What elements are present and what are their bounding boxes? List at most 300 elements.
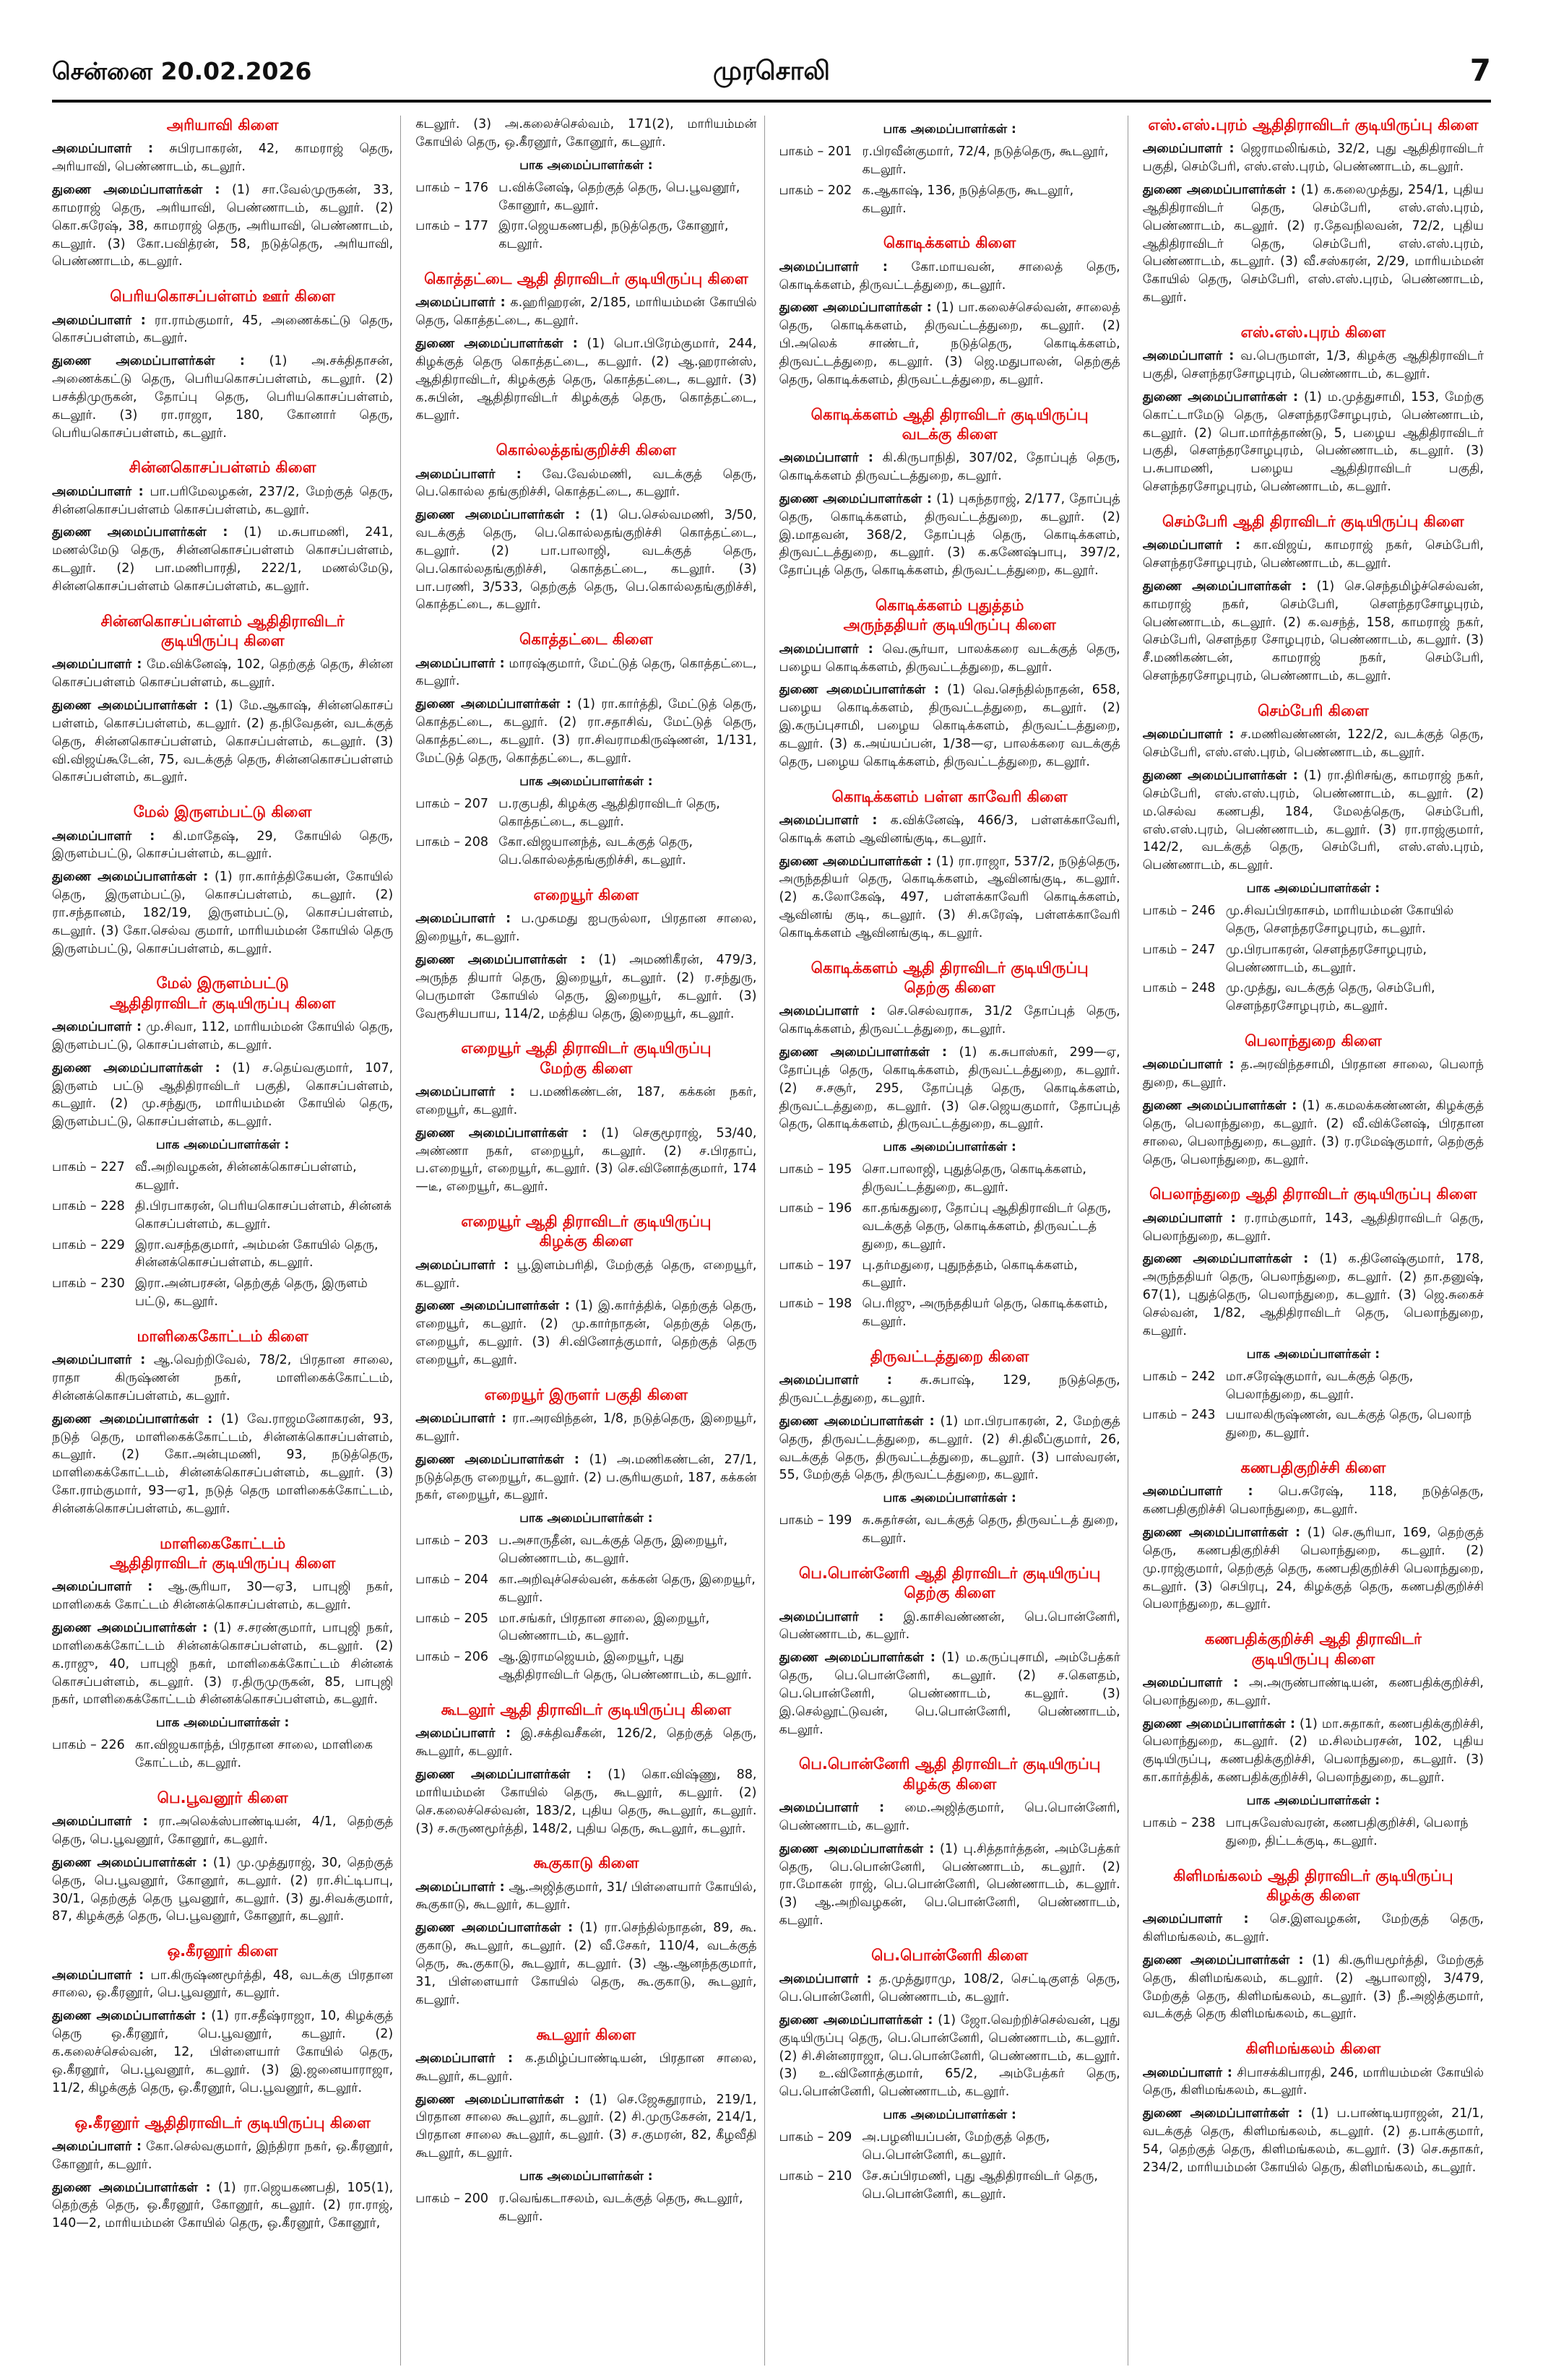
booth-row	[1143, 979, 1484, 1016]
office-bearer-entry	[779, 1044, 1120, 1133]
booth-row	[779, 1295, 1120, 1331]
booth-coordinator: இரா.வசந்தகுமார், அம்மன் கோயில் தெரு, சின்னக்கொசப்பள்ளம், கடலூர்.	[135, 1237, 379, 1271]
page-number: 7	[1469, 52, 1491, 88]
names-addresses: (1) க.கமலக்கண்ணன், கிழக்குத் தெரு, பெலாந்துறை, கடலூர். (2) வீ.விக்னேஷ், பிரதான சாலை, பெலாந்துறை, கடலூர். (3) ர.ரமேஷ்குமார், தெற்குத் தெரு, பெலாந்துறை, கடலூர்.	[1142, 1099, 1484, 1167]
office-bearer-entry	[52, 1967, 393, 2003]
names-addresses: க.தமிழ்ப்பாண்டியன், பிரதான சாலை, கூடலூர், கடலூர்.	[415, 2051, 757, 2084]
booth-coordinator: கா.தங்கதுரை, தோப்பு ஆதிதிராவிடர் தெரு, வடக்குத் தெரு, கொடிக்களம், திருவட்டத் துறை, கடலூர்.	[862, 1200, 1112, 1252]
news-column	[1143, 116, 1491, 2366]
booth-number: பாகம் – 199	[779, 1513, 852, 1528]
names-addresses: (1) செ.செந்தமிழ்ச்செல்வன், காமராஜ் நகர், செம்பேரி, சௌந்தரசோழபுரம், பெண்ணாடம், கடலூர். (2) க.வசந்த், 158, காமராஜ் நகர், செம்பேரி, சௌந்தர சோழபுரம், பெண்ணாடம், கடலூர். (3) சீ.மணிகண்டன், காமராஜ் நகர், செம்பேரி, சௌந்தரசோழபுரம், பெண்ணாடம், கடலூர்.	[1142, 579, 1484, 684]
office-bearer-entry	[415, 294, 756, 330]
branch-title: கூடலூர் கிளை	[536, 2025, 636, 2043]
names-addresses: (1) ரா.திரிசங்கு, காமராஜ் நகர், செம்பேரி, எஸ்.எஸ்.புரம், பெண்ணாடம், கடலூர். (2) ம.செல்வ கணபதி, 184, மேலத்தெரு, செம்பேரி, எஸ்.எஸ்.புரம், பெண்ணாடம், கடலூர். (3) ரா.ராஜ்குமார், 142/2, வடக்குத் தெரு, செம்பேரி, எஸ்.எஸ்.புரம், பெண்ணாடம், கடலூர்.	[1142, 768, 1484, 873]
booth-row	[415, 179, 756, 215]
office-bearer-entry	[52, 352, 393, 442]
office-bearer-entry	[1143, 1911, 1484, 1947]
role-label: அமைப்பாளர் :	[52, 484, 144, 499]
booth-number: பாகம் – 198	[779, 1297, 852, 1312]
names-addresses: கடலூர். (3) அ.கலைச்செல்வம், 171(2), மாரியம்மன் கோயில் தெரு, ஒ.கீரனூர், கோனூர், கடலூர்.	[415, 117, 757, 150]
role-label: அமைப்பாளர் :	[415, 2051, 514, 2066]
role-label: அமைப்பாளர் :	[1142, 142, 1235, 157]
names-addresses: (1) ஜோ.வெற்றிச்செல்வன், புது குடியிருப்பு தெரு, பெ.பொன்னேரி, பெண்ணாடம், கடலூர். (2) சி.சின்னராஜா, பெ.பொன்னேரி, பெண்ணாடம், கடலூர். (3) உ.வினோத்குமார், 65/2, அம்பேத்கர் தெரு, பெ.பொன்னேரி, பெண்ணாடம், கடலூர்.	[779, 2012, 1120, 2100]
branch-section	[52, 1942, 393, 2097]
names-addresses: (1) அ.மணிகண்டன், 27/1, நடுத்தெரு எறையூர், கடலூர். (2) ப.சூரியகுமர், 187, கக்கன் நகர், எறையூர், கடலூர்.	[415, 1452, 757, 1503]
branch-section	[415, 1853, 756, 2009]
office-bearer-entry	[779, 2012, 1120, 2101]
role-label: துணை அமைப்பாளர்கள் :	[1142, 1526, 1301, 1541]
role-label: அமைப்பாளர் :	[415, 1411, 507, 1427]
booth-coordinator: மு.சிவப்பிரகாசம், மாரியம்மன் கோயில் தெரு, சௌந்தரசோழபுரம், கடலூர்.	[1225, 904, 1454, 936]
role-label: அமைப்பாளர் :	[1142, 1912, 1249, 1927]
names-addresses: ப.மணிகண்டன், 187, கக்கன் நகர், எறையூர், கடலூர்.	[415, 1085, 757, 1117]
role-label: அமைப்பாளர் :	[779, 451, 873, 466]
branch-section	[779, 1754, 1120, 1930]
booth-coordinators-heading: பாக அமைப்பாளர்கள் :	[883, 1140, 1016, 1155]
branch-section	[415, 2025, 756, 2226]
office-bearer-entry	[1143, 140, 1484, 176]
role-label: துணை அமைப்பாளர்கள் :	[1142, 579, 1307, 594]
edition-date: சென்னை 20.02.2026	[52, 57, 312, 85]
names-addresses: (1) செ.சூரியா, 169, தெற்குத் தெரு, கணபதிகுறிச்சி பெலாந்துறை, கடலூர். (2) மு.ராஜ்குமார், தெற்குத் தெரு, கணபதிகுறிச்சி பெலாந்துறை, கடலூர். (3) செபிரபு, 24, கிழக்குத் தெரு, கணபதிகுறிச்சி பெலாந்துறை, கடலூர்.	[1142, 1526, 1484, 1612]
names-addresses: செ.இளவழகன், மேற்குத் தெரு, கிளிமங்கலம், கடலூர்.	[1142, 1912, 1484, 1945]
office-bearer-entry	[779, 1799, 1120, 1835]
office-bearer-entry	[1143, 389, 1484, 496]
names-addresses: பா.கிருஷ்ணமூர்த்தி, 48, வடக்கு பிரதான சாலை, ஒ.கீரனூர், பெ.பூவனூர், கடலூர்.	[52, 1968, 394, 2001]
branch-section	[779, 122, 1120, 217]
names-addresses: மே.விக்னேஷ், 102, தெற்குத் தெரு, சின்ன கொசப்பள்ளம் கொசப்பள்ளம், கடலூர்.	[52, 657, 394, 691]
names-addresses: வே.வேல்மணி, வடக்குத் தெரு, பெ.கொல்ல தங்குறிச்சி, கொத்தட்டை, கடலூர்.	[415, 467, 757, 500]
booth-coordinators-heading: பாக அமைப்பாளர்கள் :	[155, 1715, 290, 1731]
branch-section	[415, 1212, 756, 1369]
branch-section	[779, 233, 1120, 389]
role-label: அமைப்பாளர் :	[52, 313, 146, 328]
role-label: துணை அமைப்பாளர்கள் :	[1142, 1952, 1304, 1968]
names-addresses: (1) செகுமூராஜ், 53/40, அண்ணா நகர், எறையூர், கடலூர். (2) ச.பிரதாப், ப.எறையூர், எறையூர், கடலூர். (3) செ.வினோத்குமார், 174—டீ, எறையூர், கடலூர்.	[415, 1125, 757, 1195]
branch-section	[779, 596, 1120, 771]
branch-title: பெலாந்துறை கிளை	[1245, 1032, 1382, 1050]
office-bearer-entry	[779, 259, 1120, 295]
names-addresses: கோ.செல்வகுமார், இந்திரா நகர், ஒ.கீரனூர், கோனூர், கடலூர்.	[52, 2139, 394, 2172]
office-bearer-entry	[1143, 2064, 1484, 2100]
booth-number: பாகம் – 238	[1142, 1815, 1216, 1830]
office-bearer-entry	[1143, 537, 1484, 573]
booth-coordinators-heading: பாக அமைப்பாளர்கள் :	[519, 157, 653, 173]
office-bearer-entry	[1143, 1250, 1484, 1340]
branch-title: எறையூர் ஆதி திராவிடர் குடியிருப்பு கிழக்கு கிளை	[461, 1213, 712, 1250]
role-label: துணை அமைப்பாளர்கள் :	[779, 2012, 933, 2028]
office-bearer-entry	[52, 181, 393, 271]
office-bearer-entry	[415, 506, 756, 614]
branch-title: எறையூர் ஆதி திராவிடர் குடியிருப்பு மேற்கு கிளை	[461, 1039, 712, 1077]
role-label: துணை அமைப்பாளர்கள் :	[1142, 1099, 1297, 1114]
booth-row	[52, 1275, 393, 1311]
branch-section	[52, 1327, 393, 1518]
branch-section	[52, 1788, 393, 1926]
role-label: அமைப்பாளர் :	[779, 641, 873, 657]
booth-number: பாகம் – 209	[779, 2130, 852, 2145]
role-label: துணை அமைப்பாளர்கள் :	[1142, 768, 1298, 783]
role-label: அமைப்பாளர் :	[1142, 727, 1235, 743]
office-bearer-entry	[779, 641, 1120, 677]
role-label: துணை அமைப்பாளர்கள் :	[779, 854, 932, 869]
branch-title: ஒ.கீரனூர் ஆதிதிராவிடர் குடியிருப்பு கிளை	[74, 2113, 371, 2132]
booth-coordinators-heading: பாக அமைப்பாளர்கள் :	[883, 1491, 1016, 1506]
role-label: துணை அமைப்பாளர்கள் :	[1142, 389, 1299, 404]
role-label: துணை அமைப்பாளர்கள் :	[1142, 1252, 1309, 1267]
booth-coordinator: சு.சுதர்சன், வடக்குத் தெரு, திருவட்டத் துறை, கடலூர்.	[862, 1513, 1119, 1546]
names-addresses: (1) ச.சரண்குமார், பாபுஜி நகர், மாளிகைக்கோட்டம் சின்னக்கொசப்பள்ளம், கடலூர். (2) க.ராஜு, 40, பாபுஜி நகர், மாளிகைக்கோட்டம் சின்னக் கொசப்பள்ளம், கடலூர். (3) ர.திருமுருகன், 85, பாபுஜி நகர், மாளிகைக்கோட்டம் சின்னக்கொசப்பள்ளம், கடலூர்.	[52, 1621, 394, 1708]
branch-title: கூடலூர் ஆதி திராவிடர் குடியிருப்பு கிளை	[441, 1700, 732, 1718]
booth-coordinator: இரா.ஜெயகணபதி, நடுத்தெரு, கோனூர், கடலூர்.	[498, 219, 729, 252]
names-addresses: மு.சிவா, 112, மாரியம்மன் கோயில் தெரு, இருளம்பட்டு, கொசப்பள்ளம், கடலூர்.	[52, 1020, 394, 1052]
role-label: அமைப்பாளர் :	[1142, 538, 1241, 553]
booth-coordinator: பெ.ரிஜு, அருந்ததியர் தெரு, கொடிக்களம், கடலூர்.	[862, 1297, 1108, 1330]
office-bearer-entry	[1143, 1715, 1484, 1787]
booth-number: பாகம் – 176	[415, 180, 488, 195]
booth-number: பாகம் – 210	[779, 2168, 852, 2184]
branch-section	[415, 116, 756, 254]
role-label: துணை அமைப்பாளர்கள் :	[415, 1452, 579, 1467]
booth-coordinators-heading: பாக அமைப்பாளர்கள் :	[519, 2168, 653, 2184]
names-addresses: (1) புகந்தராஜ், 2/177, தோப்புத் தெரு, கொடிக்களம், திருவட்டத்துறை, கடலூர். (2) இ.மாதவன், 368/2, தோப்புத் தெரு, கொடிக்களம், திருவட்டத்துறை, கடலூர். (3) க.கணேஷ்பாபு, 397/2, தோப்புத் தெரு, கொடிக்களம், திருவட்டத்துறை, கடலூர்.	[779, 491, 1120, 579]
names-addresses: (1) பு.சித்தார்த்தன், அம்பேத்கர் தெரு, பெ.பொன்னேரி, பெண்ணாடம், கடலூர். (2) ரா.மோகன் ராஜ், பெ.பொன்னேரி, பெண்ணாடம், கடலூர். (3) ஆ.அறிவழகன், பெ.பொன்னேரி, பெண்ணாடம், கடலூர்.	[779, 1841, 1120, 1929]
office-bearer-entry	[415, 910, 756, 946]
branch-section	[415, 1700, 756, 1838]
booth-coordinators-heading: பாக அமைப்பாளர்கள் :	[883, 2108, 1016, 2123]
office-bearer-entry	[415, 1879, 756, 1915]
role-label: துணை அமைப்பாளர்கள் :	[1142, 2106, 1303, 2121]
booth-number: பாகம் – 243	[1142, 1408, 1216, 1423]
names-addresses: ஆ.சூரியா, 30—ஏ3, பாபுஜி நகர், மாளிகைக் கோட்டம் சின்னக்கொசப்பள்ளம், கடலூர்.	[52, 1580, 394, 1613]
role-label: அமைப்பாளர் :	[415, 912, 511, 927]
booth-row	[415, 2190, 756, 2226]
names-addresses: (1) மு.முத்துராஜ், 30, தெற்குத் தெரு, பெ.பூவனூர், கோனூர், கடலூர். (2) ரா.சிட்டிபாபு, 30/1, தெற்குத் தெரு பூவனூர், கடலூர். (3) து.சிவக்குமார், 87, கிழக்குத் தெரு, பெ.பூவனூர், கோனூர், கடலூர்.	[52, 1855, 394, 1924]
branch-section	[1143, 701, 1484, 1016]
booth-number: பாகம் – 229	[52, 1237, 125, 1252]
names-addresses: (1) வே.ராஜமனோகரன், 93, நடுத் தெரு, மாளிகைக்கோட்டம், சின்னக்கொசப்பள்ளம், கடலூர். (2) கோ.அன்புமணி, 93, நடுத்தெரு, மாளிகைக்கோட்டம், சின்னக்கொசப்பள்ளம், கடலூர். (3) கோ.ராம்குமார், 93—ஏ1, நடுத் தெரு மாளிகைக்கோட்டம், சின்னக்கொசப்பள்ளம், கடலூர்.	[52, 1411, 394, 1516]
booth-coordinator: மா.சரேஷ்குமார், வடக்குத் தெரு, பெலாந்துறை, கடலூர்.	[1225, 1369, 1414, 1402]
booth-row	[779, 143, 1120, 179]
names-addresses: (1) ரா.ஜெயகணபதி, 105(1), தெற்குத் தெரு, ஒ.கீரனூர், கோனூர், கடலூர். (2) ரா.ராஜ், 140—2, மாரியம்மன் கோயில் தெரு, ஒ.கீரனூர், கோனூர்,	[52, 2180, 394, 2231]
branch-section	[52, 2113, 393, 2233]
news-column	[779, 116, 1128, 2366]
branch-title: கொத்தட்டை கிளை	[519, 631, 653, 649]
office-bearer-entry	[779, 1970, 1120, 2007]
news-column	[415, 116, 764, 2366]
names-addresses: (1) ச.தெய்வகுமார், 107, இருளம் பட்டு ஆதிதிராவிடர் பகுதி, கொசப்பள்ளம், கடலூர். (2) மு.சந்துரு, மாரியம்மன் கோயில் தெரு, இருளம்பட்டு, கொசப்பள்ளம், கடலூர்.	[52, 1060, 394, 1130]
booth-coordinator: பயாலகிருஷ்ணன், வடக்குத் தெரு, பெலாந் துறை, கடலூர்.	[1225, 1408, 1472, 1441]
office-bearer-entry	[779, 1003, 1120, 1039]
branch-title: செம்பேரி ஆதி திராவிடர் குடியிருப்பு கிளை	[1162, 512, 1464, 530]
names-addresses: (1) கி.சூரியமூர்த்தி, மேற்குத் தெரு, கிளிமங்கலம், கடலூர். (2) ஆபாலாஜி, 3/479, மேற்குத் தெரு, கிளிமங்கலம், கடலூர். (3) நீ.அஜித்குமார், வடக்குத் தெரு கிளிமங்கலம், கடலூர்.	[1142, 1952, 1484, 2022]
role-label: அமைப்பாளர் :	[52, 1968, 144, 1983]
role-label: துணை அமைப்பாளர்கள் :	[779, 1650, 935, 1666]
booth-row	[415, 1648, 756, 1684]
names-addresses: கி.மாதேஷ், 29, கோயில் தெரு, இருளம்பட்டு, கொசப்பள்ளம், கடலூர்.	[52, 828, 394, 862]
names-addresses: (1) ம.சுபாமணி, 241, மணல்மேடு தெரு, சின்னகொசப்பள்ளம் கொசப்பள்ளம், கடலூர். (2) பா.மணிபாரதி, 222/1, மணல்மேடு, சின்னகொசப்பள்ளம் கொசப்பள்ளம், கடலூர்.	[52, 525, 394, 594]
booth-number: பாகம் – 204	[415, 1572, 488, 1587]
office-bearer-entry	[779, 1840, 1120, 1930]
booth-number: பாகம் – 201	[779, 144, 852, 159]
role-label: அமைப்பாளர் :	[1142, 1675, 1239, 1690]
office-bearer-entry	[1143, 1952, 1484, 2023]
booth-row	[415, 1532, 756, 1568]
branch-title: மேல் இருளம்பட்டு கிளை	[133, 803, 312, 821]
names-addresses: (1) ம.முத்துசாமி, 153, மேற்கு கொட்டாமேடு தெரு, சௌந்தரசோழபுரம், பெண்ணாடம், கடலூர். (2) பொ.மார்த்தாண்டு, 5, பழைய ஆதிதிராவிடர் பகுதி, சௌந்தரசோழபுரம், பெண்ணாடம், கடலூர். (3) ப.சுபாமணி, பழைய ஆதிதிராவிடர் பகுதி, சௌந்தரசோழபுரம், பெண்ணாடம், கடலூர்.	[1142, 389, 1484, 495]
booth-row	[52, 1159, 393, 1195]
branch-section	[779, 959, 1120, 1331]
branch-section	[52, 287, 393, 442]
office-bearer-entry	[52, 1578, 393, 1614]
booth-row	[52, 1736, 393, 1773]
branch-section	[779, 1347, 1120, 1548]
names-addresses: ஆ.வெற்றிவேல், 78/2, பிரதான சாலை, ராதா கிருஷ்ணன் நகர், மாளிகைக்கோட்டம், சின்னக்கொசப்பள்ளம், கடலூர்.	[52, 1353, 394, 1403]
names-addresses: (1) இ.கார்த்திக், தெற்குத் தெரு, எறையூர், கடலூர். (2) மு.கார்நாதன், தெற்குத் தெரு, எறையூர், கடலூர். (3) சி.வினோத்குமார், தெற்குத் தெரு எறையூர், கடலூர்.	[415, 1299, 757, 1367]
booth-number: பாகம் – 177	[415, 219, 488, 234]
branch-title: கிளிமங்கலம் கிளை	[1245, 2040, 1381, 2058]
branch-title: மாளிகைகோட்டம் ஆதிதிராவிடர் குடியிருப்பு கிளை	[109, 1534, 336, 1572]
role-label: அமைப்பாளர் :	[52, 828, 155, 844]
news-column	[52, 116, 401, 2366]
role-label: அமைப்பாளர் :	[52, 142, 154, 157]
booth-coordinator: கா.அறிவுச்செல்வன், கக்கன் தெரு, இறையூர், கடலூர்.	[498, 1572, 756, 1605]
office-bearer-entry	[1143, 1483, 1484, 1519]
booth-coordinators-heading: பாக அமைப்பாளர்கள் :	[883, 122, 1016, 137]
office-bearer-entry	[52, 483, 393, 519]
booth-coordinator: ர.பிரவீன்குமார், 72/4, நடுத்தெரு, கூடலூர், கடலூர்.	[862, 144, 1109, 177]
role-label: துணை அமைப்பாளர்கள் :	[52, 182, 220, 197]
names-addresses: ரா.அரவிந்தன், 1/8, நடுத்தெரு, இறையூர், கடலூர்.	[415, 1411, 757, 1444]
role-label: அமைப்பாளர் :	[52, 1580, 153, 1595]
office-bearer-entry	[779, 681, 1120, 771]
office-bearer-entry	[1143, 1210, 1484, 1246]
role-label: துணை அமைப்பாளர்கள் :	[52, 354, 245, 369]
booth-row	[779, 1257, 1120, 1293]
booth-number: பாகம் – 242	[1142, 1369, 1216, 1384]
names-addresses: இ.சக்திவசீகன், 126/2, தெற்குத் தெரு, கூடலூர், கடலூர்.	[415, 1726, 757, 1760]
branch-section	[1143, 512, 1484, 685]
booth-number: பாகம் – 247	[1142, 942, 1216, 957]
branch-section	[415, 441, 756, 614]
office-bearer-entry	[415, 116, 756, 152]
names-addresses: ரா.ராம்குமார், 45, அணைக்கட்டு தெரு, கொசப்பள்ளம், கடலூர்.	[52, 313, 394, 346]
booth-coordinator: கா.விஜயகாந்த், பிரதான சாலை, மாளிகை கோட்டம், கடலூர்.	[135, 1738, 373, 1771]
office-bearer-entry	[779, 299, 1120, 389]
names-addresses: (1) ரா.கார்த்திகேயன், கோயில் தெரு, இருளம்பட்டு, கொசப்பள்ளம், கடலூர். (2) ரா.சந்தானம், 182/19, இருளம்பட்டு, கொசப்பள்ளம், கடலூர். (3) கோ.செல்வ குமார், மாரியம்மன் கோயில் தெரு இருளம்பட்டு, கொசப்பள்ளம், கடலூர்.	[52, 870, 394, 956]
office-bearer-entry	[415, 466, 756, 502]
office-bearer-entry	[415, 335, 756, 425]
office-bearer-entry	[1143, 578, 1484, 685]
role-label: அமைப்பாளர் :	[52, 1814, 148, 1830]
branch-section	[52, 458, 393, 595]
role-label: அமைப்பாளர் :	[779, 1004, 876, 1019]
booth-coordinator: இரா.அன்பரசன், தெற்குத் தெரு, இருளம் பட்டு, கடலூர்.	[135, 1276, 368, 1310]
booth-row	[415, 834, 756, 870]
role-label: துணை அமைப்பாளர்கள் :	[52, 2180, 211, 2195]
branch-title: கொடிக்களம் ஆதி திராவிடர் குடியிருப்பு தெற்கு கிளை	[811, 959, 1089, 997]
office-bearer-entry	[52, 312, 393, 348]
branch-section	[779, 1946, 1120, 2204]
office-bearer-entry	[52, 868, 393, 958]
branch-title: மாளிகைகோட்டம் கிளை	[137, 1327, 308, 1345]
booth-number: பாகம் – 208	[415, 835, 488, 850]
names-addresses: (1) மா.பிரபாகரன், 2, மேற்குத் தெரு, திருவட்டத்துறை, கடலூர். (2) சி.திலீப்குமார், 26, வடக்குத் தெரு, திருவட்டத்துறை, கடலூர். (3) பாஸ்வரன், 55, மேற்குத் தெரு, திருவட்டத்துறை, கடலூர்.	[779, 1414, 1120, 1483]
office-bearer-entry	[1143, 1056, 1484, 1092]
office-bearer-entry	[415, 1766, 756, 1838]
booth-number: பாகம் – 202	[779, 183, 852, 198]
office-bearer-entry	[779, 1649, 1120, 1739]
branch-section	[779, 405, 1120, 581]
office-bearer-entry	[415, 1919, 756, 2009]
office-bearer-entry	[779, 1413, 1120, 1484]
branch-title: பெ.பூவனூர் கிளை	[157, 1788, 288, 1806]
role-label: அமைப்பாளர் :	[1142, 2065, 1232, 2080]
booth-row	[415, 217, 756, 254]
booth-coordinator: ப.அசாருதீன், வடக்குத் தெரு, இறையூர், பெண்ணாடம், கடலூர்.	[498, 1533, 728, 1567]
booth-row	[415, 1571, 756, 1607]
office-bearer-entry	[415, 1451, 756, 1505]
booth-row	[415, 795, 756, 831]
names-addresses: க.ஹரிஹரன், 2/185, மாரியம்மன் கோயில் தெரு, கொத்தட்டை, கடலூர்.	[415, 295, 757, 329]
office-bearer-entry	[52, 140, 393, 176]
branch-title: பெ.பொன்னேரி ஆதி திராவிடர் குடியிருப்பு கிழக்கு கிளை	[798, 1755, 1101, 1793]
role-label: துணை அமைப்பாளர்கள் :	[779, 1045, 947, 1060]
office-bearer-entry	[52, 524, 393, 595]
office-bearer-entry	[52, 2179, 393, 2233]
names-addresses: (1) க.சுபாஸ்கர், 299—ஏ, தோப்புத் தெரு, கொடிக்களம், திருவட்டத்துறை, கடலூர். (2) ச.சசூர், 295, தோப்புத் தெரு, கொடிக்களம், திருவட்டத்துறை, கடலூர். (3) செ.ஜெயகுமார், தோப்புத் தெரு, கொடிக்களம், திருவட்டத்துறை, கடலூர்.	[779, 1045, 1120, 1132]
booth-coordinator: க.ஆகாஷ், 136, நடுத்தெரு, கூடலூர், கடலூர்.	[862, 183, 1074, 216]
office-bearer-entry	[779, 853, 1120, 943]
role-label: துணை அமைப்பாளர்கள் :	[52, 1855, 207, 1870]
role-label: துணை அமைப்பாளர்கள் :	[415, 1125, 587, 1141]
names-addresses: (1) அ.சக்திதாசன், அணைக்கட்டு தெரு, பெரியகொசப்பள்ளம், கடலூர். (2) பசக்திமுருகன், தோப்பு தெரு, பெரியகொசப்பள்ளம், கடலூர். (3) ரா.ராஜா, 180, கோனார் தெரு, பெரியகொசப்பள்ளம், கடலூர்.	[52, 354, 394, 441]
booth-coordinator: மு.முத்து, வடக்குத் தெரு, செம்பேரி, சௌந்தரசோழபுரம், கடலூர்.	[1225, 981, 1435, 1014]
branch-section	[52, 1534, 393, 1773]
names-addresses: கோ.மாயவன், சாலைத் தெரு, கொடிக்களம், திருவட்டத்துறை, கடலூர்.	[779, 259, 1120, 293]
names-addresses: (1) கொ.விஷ்ணு, 88, மாரியம்மன் கோயில் தெரு, கூடலூர், கடலூர். (2) செ.கலைச்செல்வன், 183/2, புதிய தெரு, கூடலூர், கடலூர். (3) ச.சுருணமூர்த்தி, 148/2, புதிய தெரு, கூடலூர், கடலூர்.	[415, 1767, 757, 1836]
office-bearer-entry	[415, 951, 756, 1023]
names-addresses: சுபிரபாகரன், 42, காமராஜ் தெரு, அரியாவி, பெண்ணாடம், கடலூர்.	[52, 142, 394, 175]
booth-row	[52, 1237, 393, 1273]
booth-coordinator: பு.தர்மதுரை, புதுநத்தம், கொடிக்களம், கடலூர்.	[862, 1258, 1078, 1291]
branch-section	[1143, 1185, 1484, 1442]
office-bearer-entry	[415, 2091, 756, 2163]
booth-coordinator: சே.சுப்பிரமணி, புது ஆதிதிராவிடர் தெரு, பெ.பொன்னேரி, கடலூர்.	[862, 2168, 1098, 2202]
names-addresses: (1) பெ.செல்வமணி, 3/50, வடக்குத் தெரு, பெ.கொல்லதங்குறிச்சி கொத்தட்டை, கடலூர். (2) பா.பாலாஜி, வடக்குத் தெரு, பெ.கொல்லதங்குறிச்சி, கொத்தட்டை, கடலூர். (3) பா.பரணி, 3/533, தெற்குத் தெரு, பெ.கொல்லதங்குறிச்சி, கொத்தட்டை, கடலூர்.	[415, 508, 757, 613]
names-addresses: ஜெராமலிங்கம், 32/2, புது ஆதிதிராவிடர் பகுதி, செம்பேரி, எஸ்.எஸ்.புரம், பெண்ணாடம், கடலூர்.	[1142, 142, 1484, 175]
office-bearer-entry	[1143, 1097, 1484, 1169]
names-addresses: மை.அஜித்குமார், பெ.பொன்னேரி, பெண்ணாடம், கடலூர்.	[779, 1801, 1120, 1833]
names-addresses: (1) செ.ஜேசுதூராம், 219/1, பிரதான சாலை கூடலூர், கடலூர். (2) சி.முருகேசன், 214/1, பிரதான சாலை கூடலூர், கடலூர். (3) ச.குமரன், 82, கீழவீதி கூடலூர், கடலூர்.	[415, 2092, 757, 2161]
branch-title: எறையூர் இருளர் பகுதி கிளை	[484, 1385, 688, 1403]
branch-section	[1143, 323, 1484, 496]
booth-row	[779, 1200, 1120, 1254]
role-label: துணை அமைப்பாளர்கள் :	[779, 491, 932, 506]
role-label: அமைப்பாளர் :	[1142, 1484, 1253, 1500]
branch-section	[52, 802, 393, 958]
booth-row	[779, 182, 1120, 218]
branch-title: கொத்தட்டை ஆதி திராவிடர் குடியிருப்பு கிளை	[424, 270, 748, 288]
booth-coordinators-heading: பாக அமைப்பாளர்கள் :	[155, 1138, 290, 1153]
office-bearer-entry	[415, 655, 756, 691]
office-bearer-entry	[1143, 726, 1484, 762]
office-bearer-entry	[52, 1018, 393, 1055]
branch-title: கணபதிகுறிச்சி கிளை	[1240, 1459, 1386, 1477]
branch-title: மேல் இருளம்பட்டு ஆதிதிராவிடர் குடியிருப்பு கிளை	[109, 974, 336, 1012]
booth-coordinator: ப.ரகுபதி, கிழக்கு ஆதிதிராவிடர் தெரு, கொத்தட்டை, கடலூர்.	[498, 796, 720, 829]
office-bearer-entry	[415, 2050, 756, 2086]
names-addresses: வெ.சூர்யா, பாலக்கரை வடக்குத் தெரு, பழைய கொடிக்களம், திருவட்டத்துறை, கடலூர்.	[779, 641, 1120, 675]
booth-number: பாகம் – 246	[1142, 904, 1216, 919]
branch-section	[415, 886, 756, 1023]
branch-title: கணபதிக்குறிச்சி ஆதி திராவிடர் குடியிருப்பு கிளை	[1204, 1630, 1422, 1668]
role-label: துணை அமைப்பாளர்கள் :	[52, 698, 209, 714]
booth-coordinator: ர.வெங்கடாசலம், வடக்குத் தெரு, கூடலூர், கடலூர்.	[498, 2191, 743, 2224]
branch-title: கூகுகாடு கிளை	[533, 1854, 639, 1872]
names-addresses: கி.கிருபாநிதி, 307/02, தோப்புத் தெரு, கொடிக்களம் திருவட்டத்துறை, கடலூர்.	[779, 451, 1120, 484]
office-bearer-entry	[779, 1372, 1120, 1408]
branch-title: கொடிக்களம் பள்ள காவேரி கிளை	[831, 787, 1068, 805]
role-label: அமைப்பாளர் :	[779, 1373, 892, 1388]
office-bearer-entry	[52, 1060, 393, 1131]
names-addresses: (1) வெ.செந்தில்நாதன், 658, பழைய கொடிக்களம், திருவட்டத்துறை, கடலூர். (2) இ.கருப்புசாமி, பழைய கொடிக்களம், திருவட்டத்துறை, கடலூர். (3) க.அய்யப்பன், 1/38—ஏ, பாலக்கரை வடக்குத் தெரு, பழைய கொடிக்களம், திருவட்டத்துறை, கடலூர்.	[779, 683, 1120, 769]
booth-row	[779, 1161, 1120, 1197]
booth-number: பாகம் – 203	[415, 1533, 488, 1549]
names-addresses: ர.ராம்குமார், 143, ஆதிதிராவிடர் தெரு, பெலாந்துறை, கடலூர்.	[1142, 1211, 1484, 1244]
office-bearer-entry	[52, 828, 393, 864]
names-addresses: (1) ரா.கார்த்தி, மேட்டுத் தெரு, கொத்தட்டை, கடலூர். (2) ரா.சதாசிவ், மேட்டுத் தெரு, கொத்தட்டை, கடலூர். (3) ரா.சிவராமகிருஷ்ணன், 1/131, மேட்டுத் தெரு, கொத்தட்டை, கடலூர்.	[415, 697, 757, 766]
names-addresses: இ.காசிவண்ணன், பெ.பொன்னேரி, பெண்ணாடம், கடலூர்.	[779, 1609, 1120, 1643]
role-label: துணை அமைப்பாளர்கள் :	[779, 1841, 935, 1856]
branch-title: எஸ்.எஸ்.புரம் கிளை	[1240, 323, 1386, 341]
booth-coordinator: தி.பிரபாகரன், பெரியகொசப்பள்ளம், சின்னக் கொசப்பள்ளம், கடலூர்.	[135, 1198, 392, 1232]
office-bearer-entry	[52, 1619, 393, 1709]
role-label: துணை அமைப்பாளர்கள் :	[52, 870, 209, 885]
office-bearer-entry	[415, 1083, 756, 1120]
office-bearer-entry	[1143, 181, 1484, 307]
booth-coordinators-heading: பாக அமைப்பாளர்கள் :	[519, 1511, 653, 1526]
office-bearer-entry	[779, 812, 1120, 848]
booth-number: பாகம் – 230	[52, 1276, 125, 1291]
branch-section	[779, 787, 1120, 943]
role-label: அமைப்பாளர் :	[779, 259, 888, 274]
names-addresses: (1) மா.சுதாகர், கணபதிக்குறிச்சி, பெலாந்துறை, கடலூர். (2) ம.சிலம்பரசன், 102, புதிய குடியிருப்பு, கணபதிக்குறிச்சி, பெலாந்துறை, கடலூர். (3) கா.கார்த்திக், கணபதிக்குறிச்சி, பெலாந்துறை, கடலூர்.	[1142, 1716, 1484, 1786]
role-label: அமைப்பாளர் :	[52, 2139, 142, 2154]
booth-number: பாகம் – 227	[52, 1160, 125, 1175]
role-label: அமைப்பாளர் :	[779, 1801, 885, 1816]
role-label: அமைப்பாளர் :	[415, 295, 506, 311]
role-label: அமைப்பாளர் :	[415, 1726, 511, 1741]
office-bearer-entry	[1143, 1524, 1484, 1614]
names-addresses: த.அரவிந்தசாமி, பிரதான சாலை, பெலாந் துறை, கடலூர்.	[1142, 1057, 1484, 1091]
booth-number: பாகம் – 248	[1142, 981, 1216, 996]
booth-row	[1143, 902, 1484, 938]
branch-section	[1143, 1458, 1484, 1614]
names-addresses: பெ.சுரேஷ், 118, நடுத்தெரு, கணபதிகுறிச்சி பெலாந்துறை, கடலூர்.	[1142, 1484, 1484, 1518]
booth-number: பாகம் – 195	[779, 1162, 852, 1177]
names-addresses: த.முத்துராமு, 108/2, செட்டிகுளத் தெரு, பெ.பொன்னேரி, பெண்ணாடம், கடலூர்.	[779, 1972, 1120, 2005]
names-addresses: (1) அமணிகீரன், 479/3, அருந்த தியார் தெரு, இறையூர், கடலூர். (2) ர.சந்துரு, பெருமாள் கோயில் தெரு, இறையூர், கடலூர். (3) வேரூசியபாய, 114/2, மத்திய தெரு, இறையூர், கடலூர்.	[415, 953, 757, 1021]
branch-title: எஸ்.எஸ்.புரம் ஆதிதிராவிடர் குடியிருப்பு கிளை	[1148, 116, 1479, 134]
role-label: துணை அமைப்பாளர்கள் :	[52, 1060, 220, 1076]
branch-section	[415, 1039, 756, 1196]
booth-coordinator: ப.விக்னேஷ், தெற்குத் தெரு, பெ.பூவனூர், கோனூர், கடலூர்.	[498, 180, 740, 213]
role-label: அமைப்பாளர் :	[1142, 1211, 1236, 1226]
branch-title: சின்னகொசப்பள்ளம் கிளை	[129, 459, 316, 477]
office-bearer-entry	[52, 1351, 393, 1406]
office-bearer-entry	[415, 696, 756, 767]
